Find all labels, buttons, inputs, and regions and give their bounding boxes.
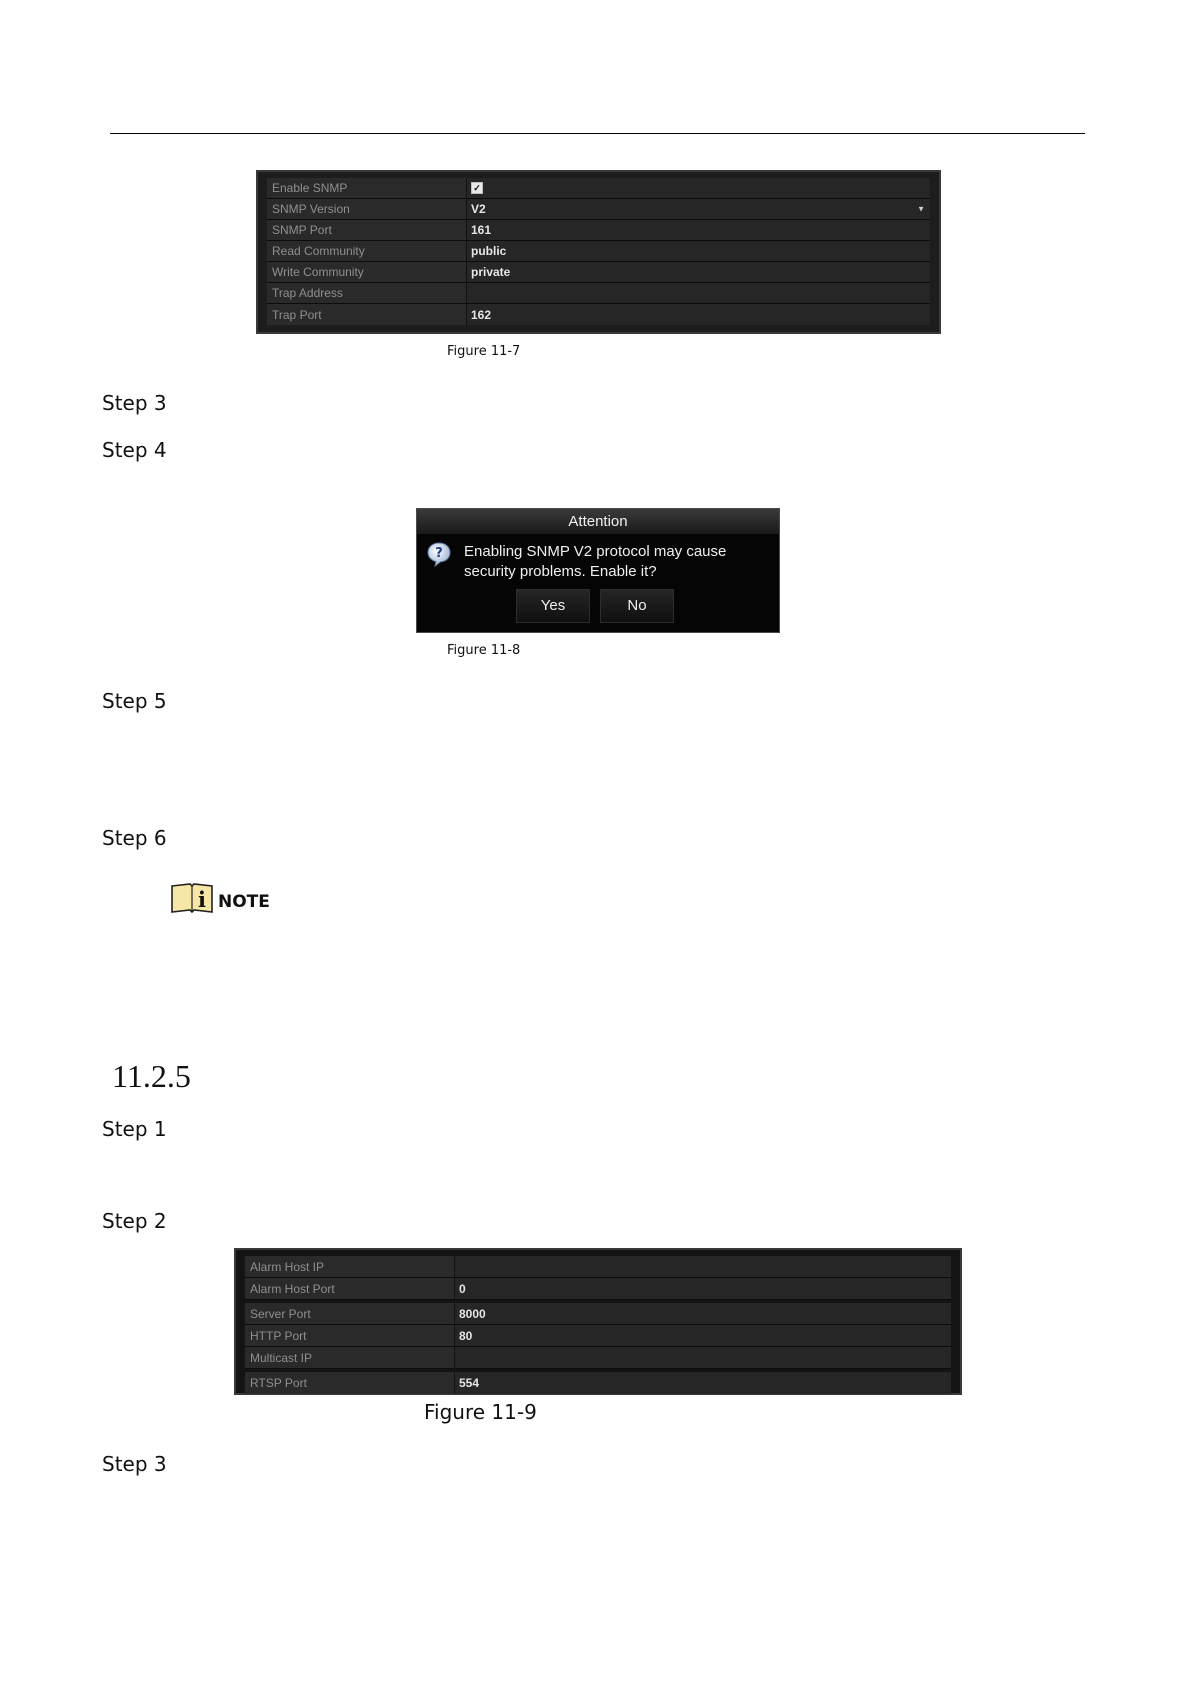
server-port-input[interactable]: 8000 xyxy=(455,1303,951,1324)
alarm-host-port-row xyxy=(245,1278,951,1300)
note-label: NOTE xyxy=(218,892,270,912)
rtsp-port-row xyxy=(245,1372,951,1394)
http-port-input[interactable]: 80 xyxy=(455,1325,951,1346)
note-block xyxy=(170,882,270,914)
row-label: Alarm Host IP xyxy=(245,1256,455,1277)
row-label: Alarm Host Port xyxy=(245,1278,455,1299)
section-number: 11.2.5 xyxy=(112,1058,191,1094)
read-community-input[interactable]: public xyxy=(467,241,930,261)
info-book-icon xyxy=(170,882,214,914)
rtsp-port-input[interactable]: 554 xyxy=(455,1372,951,1394)
multicast-ip-row xyxy=(245,1347,951,1369)
snmp-row-write-community xyxy=(267,262,930,283)
step-label: Step 3 xyxy=(102,391,167,415)
question-icon xyxy=(426,541,452,567)
step-label: Step 4 xyxy=(102,438,167,462)
chevron-down-icon: ▼ xyxy=(917,204,925,214)
row-label: Trap Address xyxy=(267,283,467,303)
trap-port-input[interactable]: 162 xyxy=(467,304,930,325)
http-port-row xyxy=(245,1325,951,1347)
row-label: Server Port xyxy=(245,1303,455,1324)
snmp-version-select[interactable] xyxy=(467,199,930,219)
row-label: Read Community xyxy=(267,241,467,261)
header-rule xyxy=(110,133,1085,134)
snmp-row-port xyxy=(267,220,930,241)
figure-caption: Figure 11-7 xyxy=(447,344,521,359)
snmp-row-read-community xyxy=(267,241,930,262)
svg-text:i: i xyxy=(198,887,206,912)
svg-text:?: ? xyxy=(435,546,443,561)
figure-caption: Figure 11-9 xyxy=(424,1400,537,1424)
step-label: Step 2 xyxy=(102,1209,167,1233)
row-label: RTSP Port xyxy=(245,1372,455,1394)
step-label: Step 1 xyxy=(102,1117,167,1141)
alarm-host-port-input[interactable]: 0 xyxy=(455,1278,951,1299)
alarm-host-ip-row xyxy=(245,1256,951,1278)
snmp-settings-panel xyxy=(256,170,941,334)
row-label: Write Community xyxy=(267,262,467,282)
row-label: SNMP Version xyxy=(267,199,467,219)
row-label: Trap Port xyxy=(267,304,467,325)
dialog-message: Enabling SNMP V2 protocol may cause security problems. Enable it? xyxy=(464,543,727,580)
server-port-row xyxy=(245,1303,951,1325)
multicast-ip-input[interactable] xyxy=(455,1347,951,1368)
enable-snmp-value[interactable] xyxy=(467,178,930,198)
no-button[interactable]: No xyxy=(600,589,674,623)
step-label: Step 3 xyxy=(102,1452,167,1476)
checkbox-checked-icon[interactable]: ✓ xyxy=(471,182,483,194)
ports-settings-panel xyxy=(234,1248,962,1395)
step-label: Step 5 xyxy=(102,689,167,713)
snmp-port-input[interactable]: 161 xyxy=(467,220,930,240)
select-value: V2 xyxy=(471,202,486,216)
figure-caption: Figure 11-8 xyxy=(447,643,521,658)
row-label: Multicast IP xyxy=(245,1347,455,1368)
attention-dialog xyxy=(416,508,780,633)
row-label: SNMP Port xyxy=(267,220,467,240)
yes-button[interactable]: Yes xyxy=(516,589,590,623)
row-label: Enable SNMP xyxy=(267,178,467,198)
write-community-input[interactable]: private xyxy=(467,262,930,282)
trap-address-input[interactable] xyxy=(467,283,930,303)
snmp-row-trap-address xyxy=(267,283,930,304)
snmp-row-version xyxy=(267,199,930,220)
dialog-title: Attention xyxy=(417,509,779,534)
step-label: Step 6 xyxy=(102,826,167,850)
snmp-row-enable xyxy=(267,178,930,199)
alarm-host-ip-input[interactable] xyxy=(455,1256,951,1277)
snmp-row-trap-port xyxy=(267,304,930,325)
row-label: HTTP Port xyxy=(245,1325,455,1346)
